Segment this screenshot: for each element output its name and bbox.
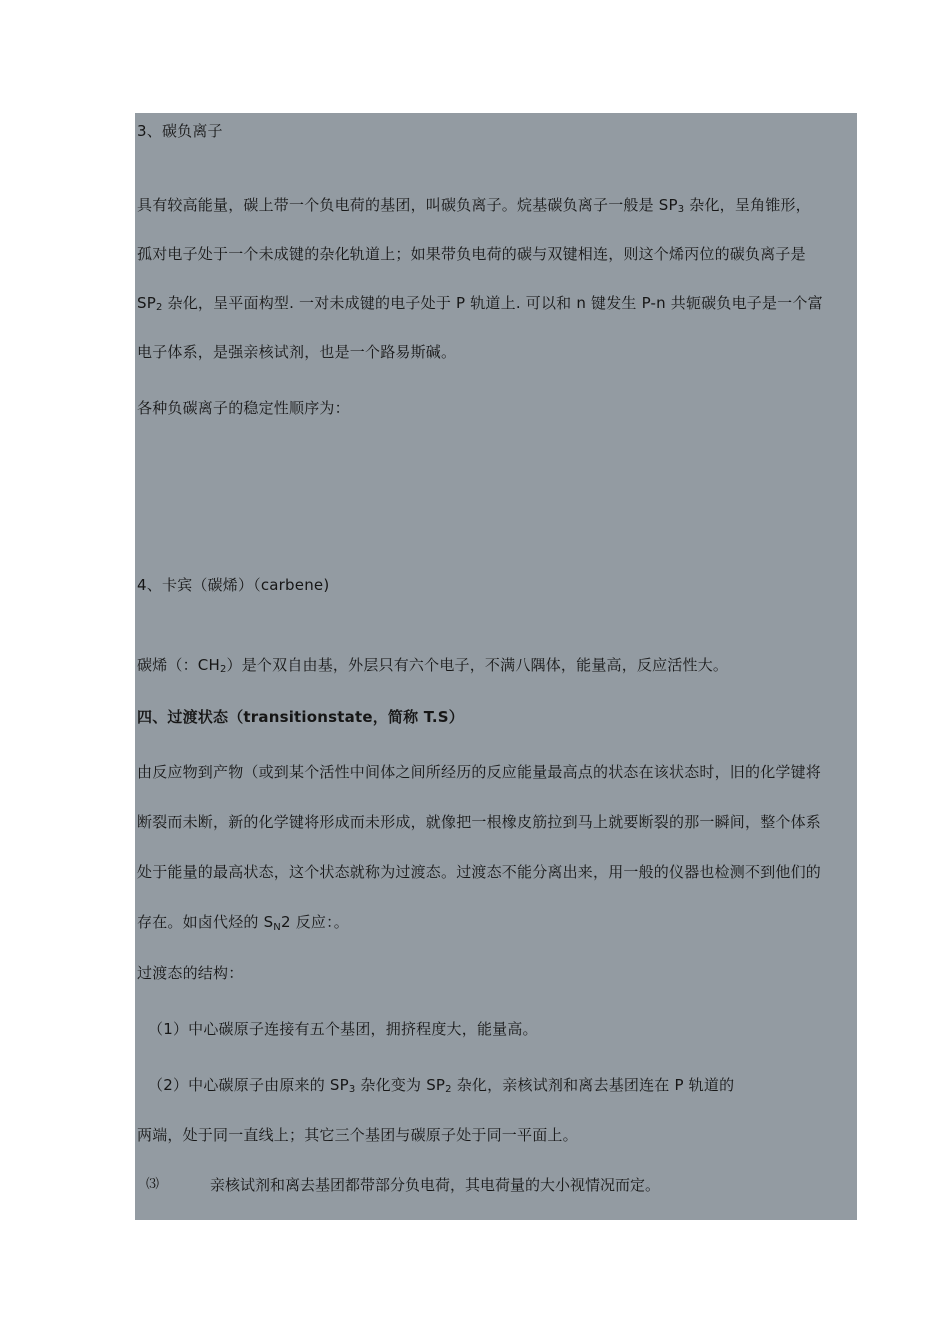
transition-state-line-1: 由反应物到产物（或到某个活性中间体之间所经历的反应能量最高点的状态在该状态时，旧的化学键将 [137,763,822,781]
structure-item-2-line-1: （2）中心碳原子由原来的 $SP_3$ 杂化变为 $SP_2$ 杂化，亲核试剂和离去基团连在 P 轨道的 [148,1076,735,1095]
structure-item-1: （1）中心碳原子连接有五个基团，拥挤程度大，能量高。 [148,1020,538,1038]
transition-state-line-3: 处于能量的最高状态，这个状态就称为过渡态。过渡态不能分离出来，用一般的仪器也检测不到他们的 [137,863,822,881]
section-4-paragraph: 碳烯（：$CH_2$）是个双自由基，外层只有六个电子，不满八隅体，能量高，反应活性大。 [137,656,729,675]
structure-item-2-line-2: 两端，处于同一直线上；其它三个基团与碳原子处于同一平面上。 [137,1126,578,1144]
stability-order-label: 各种负碳离子的稳定性顺序为： [137,399,350,417]
transition-state-line-2: 断裂而未断，新的化学键将形成而未形成，就像把一根橡皮筋拉到马上就要断裂的那一瞬间，整个体系 [137,813,822,831]
section-3-paragraph-line-1: 具有较高能量，碳上带一个负电荷的基团，叫碳负离子。烷基碳负离子一般是 $SP_3$ 杂化，呈角锥形， [137,196,811,215]
structure-item-3-number: ⑶ [146,1177,160,1192]
structure-item-3-text: 亲核试剂和离去基团都带部分负电荷，其电荷量的大小视情况而定。 [210,1176,661,1194]
section-3-paragraph-line-4: 电子体系，是强亲核试剂，也是一个路易斯碱。 [137,343,457,361]
section-3-paragraph-line-2: 孤对电子处于一个未成键的杂化轨道上；如果带负电荷的碳与双键相连，则这个烯丙位的碳负离子是 [137,245,806,263]
section-3-heading: 3、碳负离子 [137,122,223,140]
section-3-paragraph-line-3: $SP_2$ 杂化，呈平面构型. 一对未成键的电子处于 P 轨道上. 可以和 n 键发生 P-n 共轭碳负电子是一个富 [137,294,823,313]
section-4-heading: 4、卡宾（碳烯）（carbene) [137,576,330,594]
section-transition-state-heading: 四、过渡状态（transitionstate，简称 T.S） [137,708,464,726]
structure-title: 过渡态的结构： [137,964,244,982]
transition-state-line-4: 存在。如卤代烃的 $S_N2$ 反应：。 [137,913,349,933]
